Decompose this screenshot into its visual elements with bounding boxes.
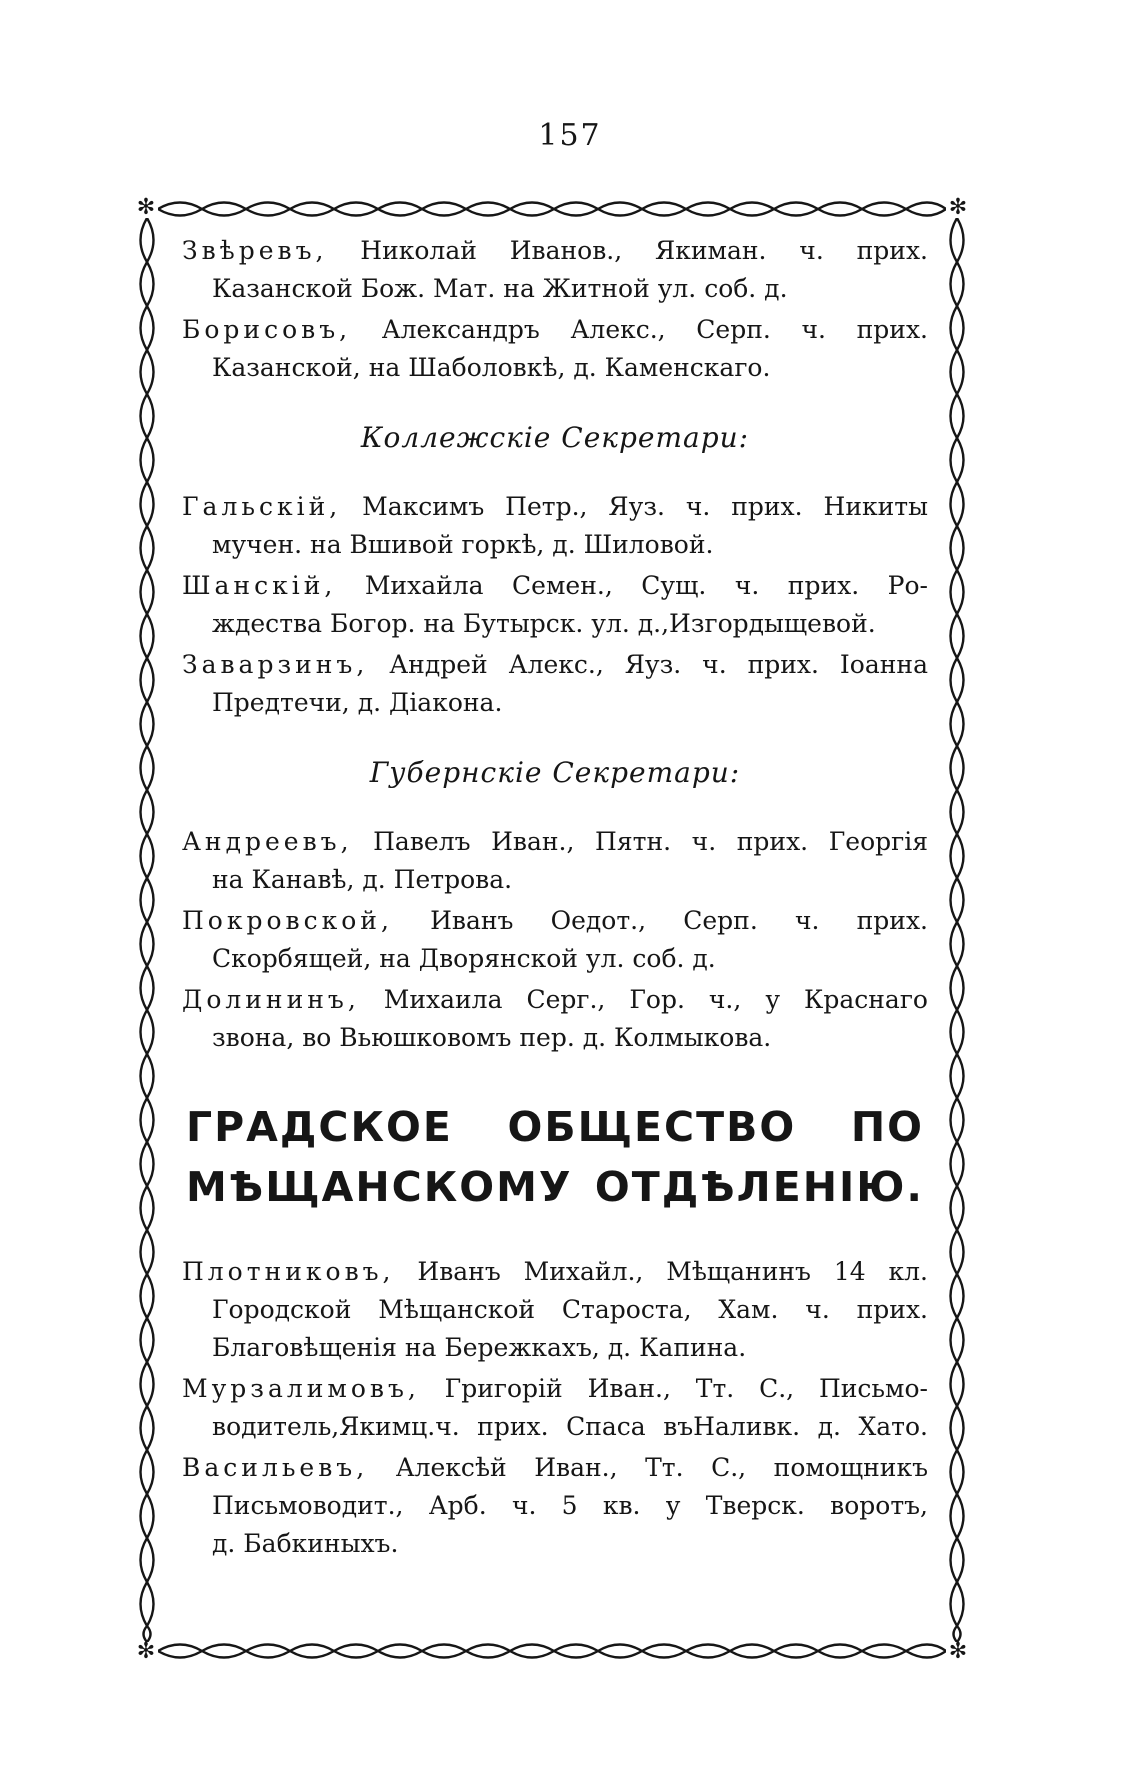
left-border-ornament xyxy=(134,218,160,1642)
directory-entry xyxy=(182,646,928,722)
top-border-ornament xyxy=(158,196,946,222)
entry-surname: Васильевъ, xyxy=(182,1453,369,1482)
entries-group-2 xyxy=(182,488,928,722)
bottom-border-ornament xyxy=(158,1638,946,1664)
entries-group-3 xyxy=(182,823,928,1057)
entry-surname: Заварзинъ, xyxy=(182,650,369,679)
entry-details: Михаила Серг., Гор. ч., у Краснаго xyxy=(359,985,928,1014)
heading-line: ГРАДСКОЕ ОБЩЕСТВО ПО xyxy=(186,1103,924,1151)
entry-continuation: ждества Богор. на Бутырск. ул. д.,Изгордыщевой. xyxy=(212,609,876,638)
directory-entry xyxy=(182,981,928,1057)
entry-details: Алексѣй Иван., Тт. С., помощникъ xyxy=(368,1453,928,1482)
entry-surname: Борисовъ, xyxy=(182,315,352,344)
entries-group-4 xyxy=(182,1253,928,1563)
directory-entry xyxy=(182,823,928,899)
section-heading-collegiate-secretaries: Коллежскiе Секретари: xyxy=(360,421,750,454)
entry-continuation: Благовѣщенiя на Бережкахъ, д. Капина. xyxy=(212,1333,747,1362)
entry-details: Максимъ Петр., Яуз. ч. прих. Никиты xyxy=(341,492,928,521)
directory-entry xyxy=(182,1449,928,1563)
entry-details: Иванъ Михайл., Мѣщанинъ 14 кл. xyxy=(394,1257,928,1286)
entry-continuation: мучен. на Вшивой горкѣ, д. Шиловой. xyxy=(212,530,714,559)
directory-entry xyxy=(182,1253,928,1367)
corner-asterisk-icon: ✻ xyxy=(948,1639,968,1664)
corner-asterisk-icon: ✻ xyxy=(136,1639,156,1664)
entry-details: Павелъ Иван., Пятн. ч. прих. Георгiя xyxy=(352,827,928,856)
entry-details: Николай Иванов., Якиман. ч. прих. xyxy=(327,236,928,265)
entry-surname: Андреевъ, xyxy=(182,827,353,856)
entry-details: Александръ Алекс., Серп. ч. прих. xyxy=(351,315,928,344)
directory-entry xyxy=(182,567,928,643)
entry-details: Андрей Алекс., Яуз. ч. прих. Iоанна xyxy=(368,650,928,679)
directory-entry xyxy=(182,488,928,564)
page-number: 157 xyxy=(538,118,602,153)
entry-surname: Покровской, xyxy=(182,906,393,935)
directory-entry xyxy=(182,232,928,308)
entry-surname: Гальскiй, xyxy=(182,492,342,521)
entry-details: Григорiй Иван., Тт. С., Письмо- xyxy=(419,1374,928,1403)
entry-surname: Шанскiй, xyxy=(182,571,337,600)
corner-asterisk-icon: ✻ xyxy=(948,195,968,220)
corner-asterisk-icon: ✻ xyxy=(136,195,156,220)
entry-surname: Плотниковъ, xyxy=(182,1257,395,1286)
entry-continuation: Городской Мѣщанской Староста, Хам. ч. прих. xyxy=(212,1295,928,1324)
directory-entry xyxy=(182,902,928,978)
directory-entry xyxy=(182,311,928,387)
entry-continuation: Казанской Бож. Мат. на Житной ул. соб. д. xyxy=(212,274,788,303)
section-heading-city-society xyxy=(182,1097,928,1217)
entry-continuation: д. Бабкиныхъ. xyxy=(212,1529,399,1558)
entry-continuation: звона, во Вьюшковомъ пер. д. Колмыкова. xyxy=(212,1023,772,1052)
entry-surname: Мурзалимовъ, xyxy=(182,1374,420,1403)
entry-continuation: Скорбящей, на Дворянской ул. соб. д. xyxy=(212,944,716,973)
entry-surname: Звѣревъ, xyxy=(182,236,328,265)
entry-surname: Долининъ, xyxy=(182,985,360,1014)
entry-continuation: Казанской, на Шаболовкѣ, д. Каменскаго. xyxy=(212,353,771,382)
entry-details: Иванъ Оедот., Серп. ч. прих. xyxy=(392,906,928,935)
entries-group-1 xyxy=(182,232,928,387)
directory-entry xyxy=(182,1370,928,1446)
entry-continuation: на Канавѣ, д. Петрова. xyxy=(212,865,513,894)
page-content xyxy=(182,232,928,1566)
entry-continuation: Письмоводит., Арб. ч. 5 кв. у Тверск. воротъ, xyxy=(212,1491,928,1520)
entry-continuation: водитель,Якимц.ч. прих. Спаса въНаливк. д. Хато. xyxy=(212,1412,928,1441)
entry-details: Михайла Семен., Сущ. ч. прих. Ро- xyxy=(336,571,928,600)
ornamental-frame xyxy=(136,195,968,1664)
section-heading-provincial-secretaries: Губернскiе Секретари: xyxy=(369,756,741,789)
entry-continuation: Предтечи, д. Дiакона. xyxy=(212,688,503,717)
heading-line: МѢЩАНСКОМУ ОТДѢЛЕНIЮ. xyxy=(186,1163,924,1211)
right-border-ornament xyxy=(944,218,970,1642)
